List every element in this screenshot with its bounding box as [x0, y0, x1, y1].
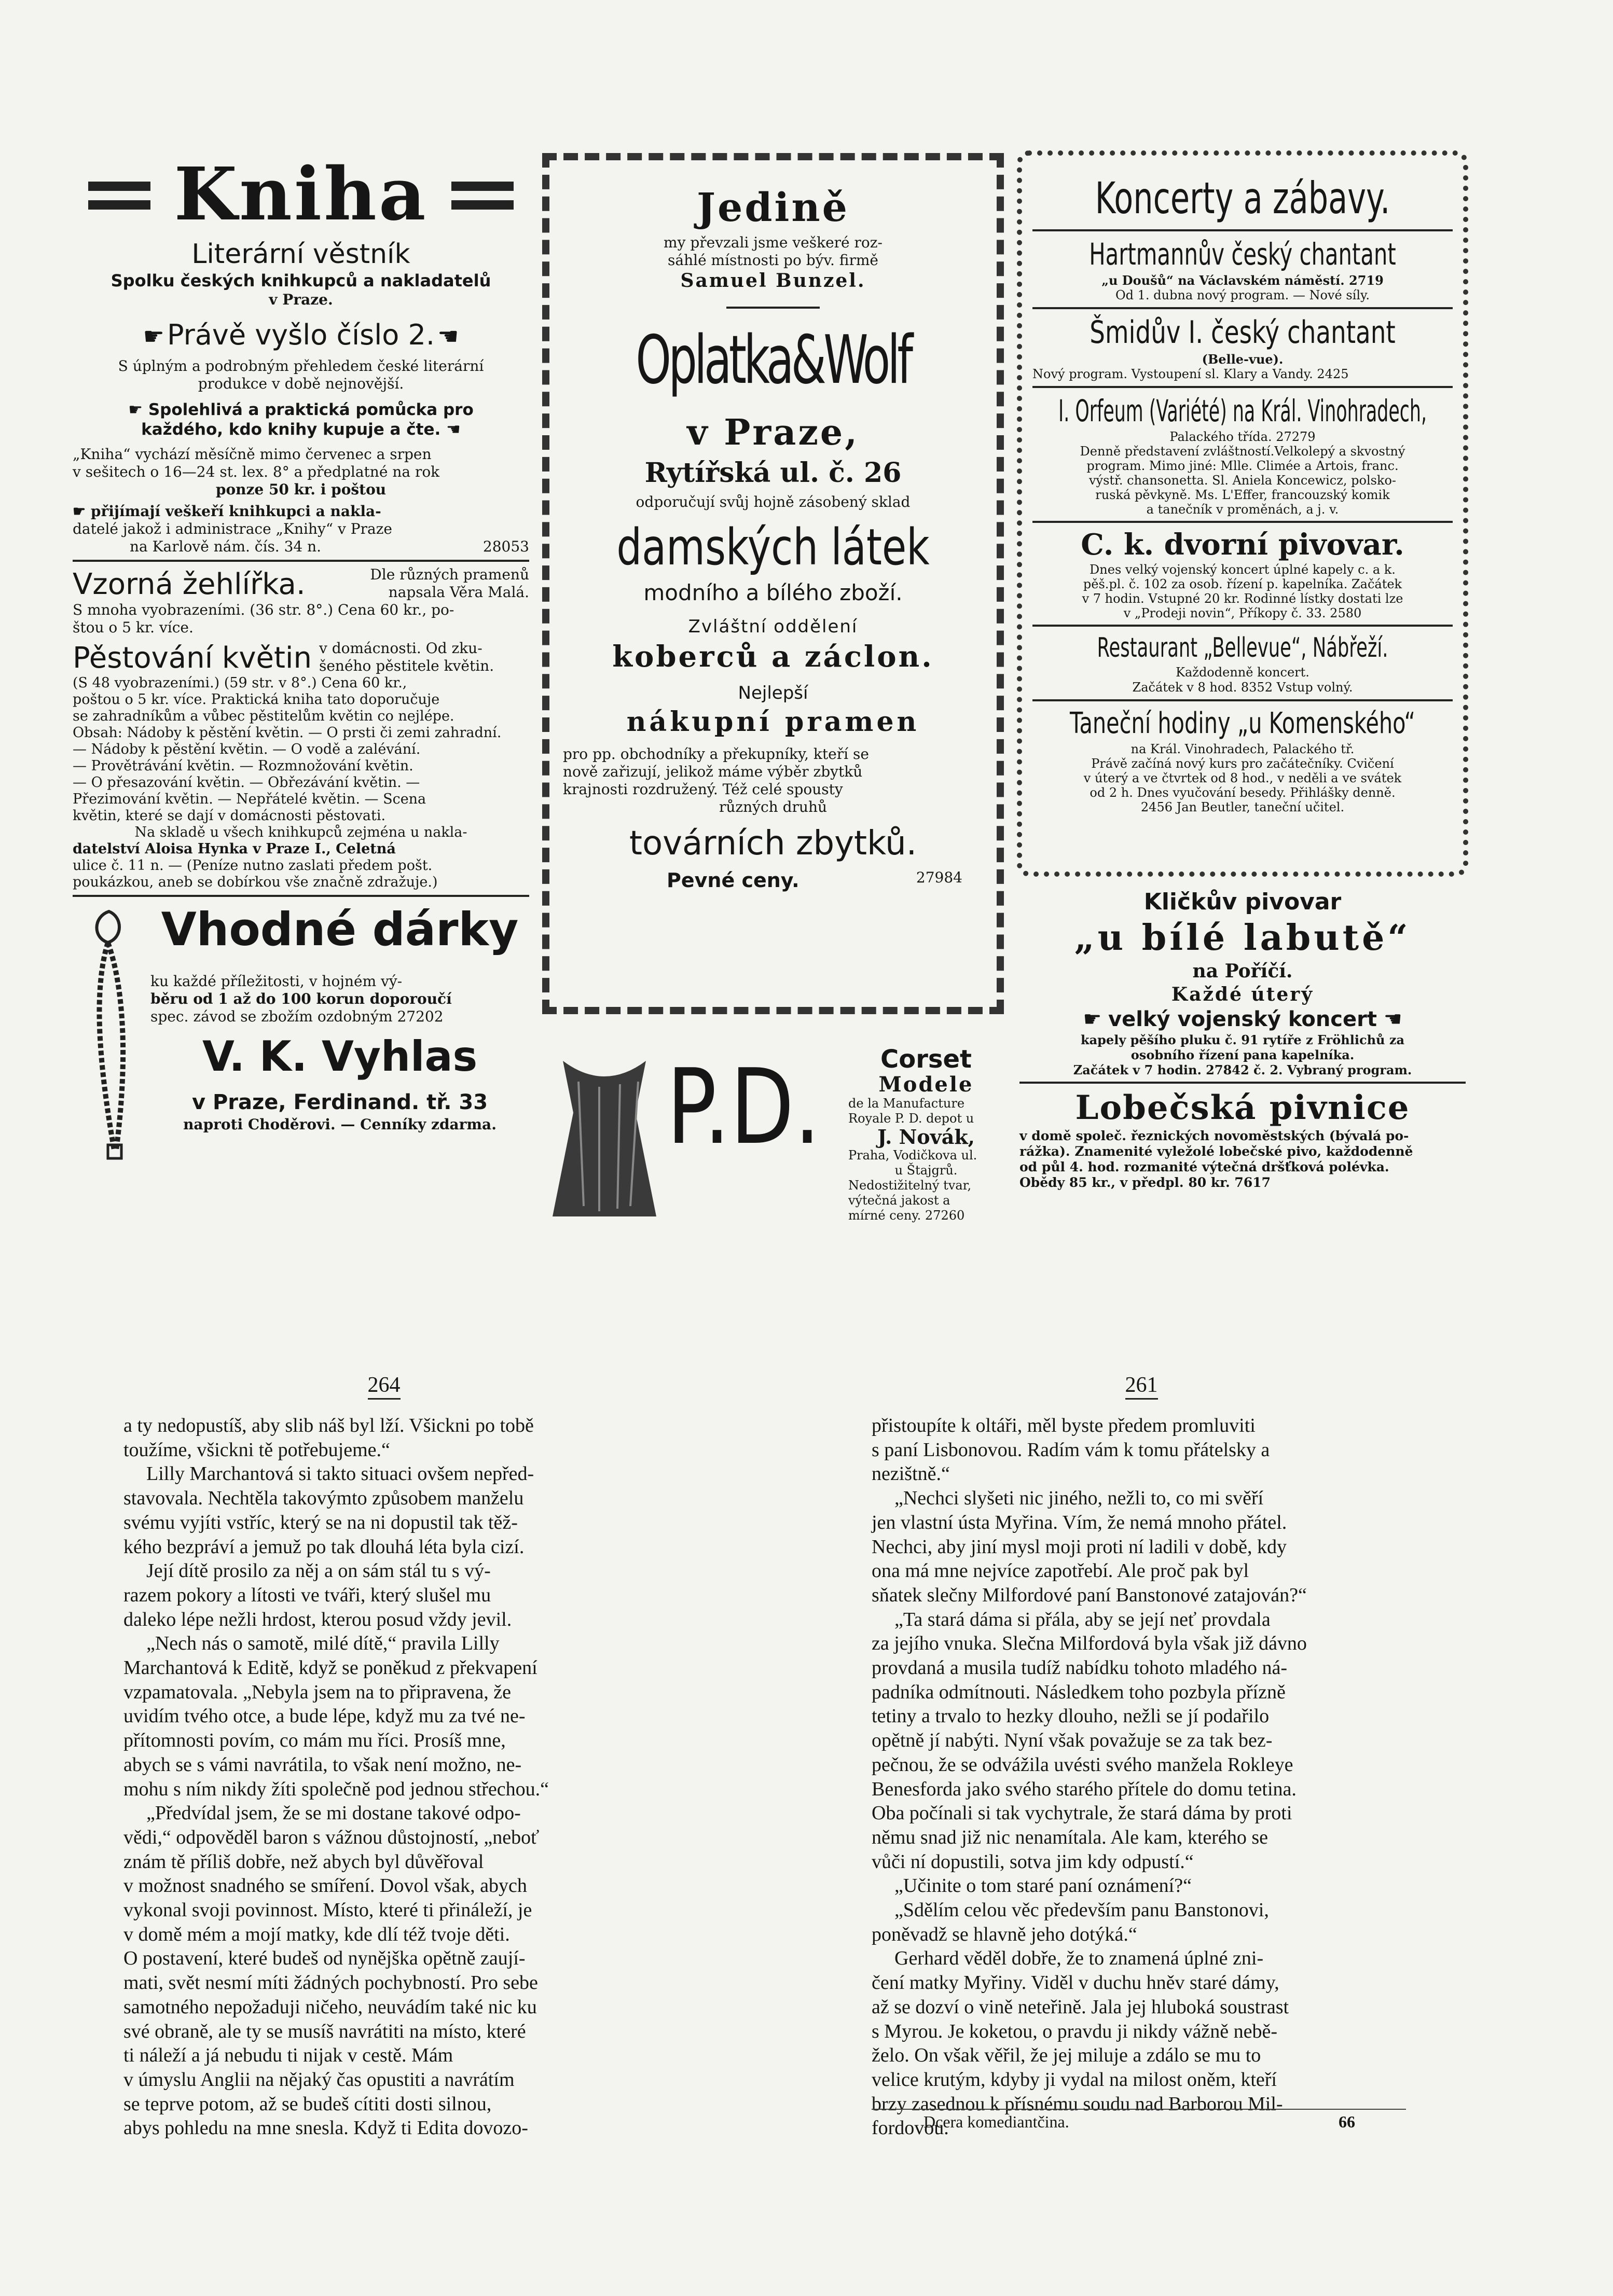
vyhlas-title: V. K. Vyhlas — [202, 1032, 478, 1081]
kniha-title: Kniha — [174, 152, 428, 237]
pestovani-line: v domácnosti. Od zku- — [319, 640, 482, 657]
vestnik-title: Literární věstník — [191, 239, 410, 270]
pestovani-line: — Nádoby k pěstění květin. — O vodě a zalévání. — [73, 741, 421, 757]
smid-line: Nový program. Vystoupení sl. Klary a Vandy. 2425 — [1032, 367, 1349, 381]
kazde-utery: Každé úterý — [1171, 984, 1314, 1005]
story-line: s Myrou. Je koketou, o pravdu ji nikdy vážně nebě- — [872, 2020, 1277, 2042]
story-line: Benesforda jako svého starého přítele do domu tetina. — [872, 1778, 1297, 1800]
story-line: jen vlastní ústa Myřina. Vím, že nemá mnoho přátel. — [872, 1511, 1287, 1533]
lobecska-line: Obědy 85 kr., v předpl. 80 kr. 7617 — [1019, 1175, 1271, 1190]
story-line: kého bezpráví a jemuž po tak dlouhá léta byla cizí. — [123, 1536, 525, 1558]
corset-line: Nedostižitelný tvar, — [848, 1178, 972, 1193]
page-number-left: 264 — [368, 1372, 401, 1400]
story-line: vůči ní dopustili, sotva jim kdy odpustí.“ — [872, 1850, 1194, 1873]
lobecska-line: rážka). Znamenité vyležolé lobečské pivo, každodenně — [1019, 1144, 1413, 1159]
story-line: v úmyslu Anglii na nějaký čas opustiti a navrátím — [123, 2068, 515, 2091]
corset-line: Royale P. D. depot u — [848, 1111, 974, 1126]
story-line: znám tě příliš dobře, než abych byl důvěřoval — [123, 1850, 484, 1873]
pd-letters: P.D. — [667, 1047, 821, 1168]
kniha-line: ponze 50 kr. i poštou — [215, 481, 387, 498]
story-line: vědi,“ odpověděl baron s vážnou důstojností, „neboť — [123, 1826, 540, 1848]
story-line: „Nech nás o samotě, milé dítě,“ pravila Lilly — [146, 1633, 500, 1655]
story-line: Oba počínali si tak vychytrale, že stará dáma by proti — [872, 1802, 1292, 1824]
corset-image — [542, 1050, 667, 1222]
darky-line: naproti Choděrovi. — Cenníky zdarma. — [183, 1116, 497, 1133]
vestnik-city: v Praze. — [269, 291, 333, 308]
story-line: přistoupíte k oltáři, měl byste předem promluviti — [872, 1415, 1256, 1436]
orfeum-line: ruská pěvkyně. Ms. L'Effer, francouzský komik — [1095, 488, 1390, 502]
corset-ad — [542, 1045, 1004, 1224]
prave-vyslo: Právě vyšlo číslo 2. — [167, 319, 435, 351]
orfeum-line: Denně představení zvláštností.Velkolepý a skvostný — [1080, 444, 1405, 459]
footer-line — [872, 2109, 1406, 2110]
zvlastni: Zvláštní oddělení — [688, 616, 858, 637]
bile-labute-title: „u bílé labutě“ — [1074, 917, 1411, 959]
darky-line: spec. závod se zbožím ozdobným 27202 — [150, 1008, 444, 1025]
story-line: abys pohledu na mne snesla. Když ti Edita dovozo- — [123, 2117, 528, 2139]
story-line: němu snad již nic nenamítala. Ale kam, kterého se — [872, 1826, 1268, 1848]
jedine-line: Samuel Bunzel. — [680, 270, 866, 292]
story-line: „Učinite o tom staré paní oznámení?“ — [894, 1875, 1192, 1897]
left-ad-column — [73, 150, 529, 1171]
story-line: opětně jí nabýti. Nyní však považuje se za tak bez- — [872, 1730, 1273, 1752]
story-line: ti náleží a já nebudu ti nijak v cestě. Mám — [123, 2044, 453, 2067]
kniha-line: S úplným a podrobným přehledem české literární — [118, 357, 484, 375]
tanecni-line: 2456 Jan Beutler, taneční učitel. — [1140, 800, 1345, 814]
kniha-line: Spolehlivá a praktická pomůcka pro — [148, 400, 474, 419]
story-line: v domě mém a mojí matky, kde dlí též tvoje děti. — [123, 1923, 510, 1945]
ad-number: 28053 — [482, 538, 529, 555]
story-line: Gerhard věděl dobře, že to znamená úplné zni- — [894, 1947, 1264, 1970]
story-line: své obraně, ale ty se musíš navrátiti na místo, které — [123, 2020, 526, 2042]
hartmann-line: „u Doušů“ na Václavském náměstí. 2719 — [1101, 273, 1384, 288]
kniha-line: každého, kdo knihy kupuje a čte. — [141, 420, 441, 439]
pointing-hand-icon: ☚ — [437, 322, 459, 350]
story-line: Nechci, aby jiní mysl moji proti ní ladili v době, kdy — [872, 1536, 1287, 1558]
pestovani-line: poštou o 5 kr. více. Praktická kniha tato doporučuje — [73, 691, 440, 708]
vzorna-line: Dle různých pramenů — [370, 566, 529, 583]
bellevue-title: Restaurant „Bellevue“, Nábřeží. — [1097, 632, 1388, 663]
story-line: „Předvídal jsem, že se mi dostane takové odpo- — [146, 1802, 521, 1824]
pestovani-line: Přezimování květin. — Nepřátelé květin. — Scena — [73, 791, 426, 807]
novak-title: J. Novák, — [877, 1125, 975, 1149]
ornament-divider — [726, 307, 820, 309]
story-line: fordovou. — [872, 2117, 949, 2139]
modniho: modního a bílého zboží. — [643, 580, 903, 605]
ck-line: Dnes velký vojenský koncert úplné kapely c. a k. — [1090, 562, 1396, 577]
middle-ad-column — [563, 184, 983, 892]
story-line: za jejího vnuka. Slečna Milfordová byla však již dávno — [872, 1633, 1307, 1655]
story-line: velice krutým, kdyby ji vydal na milost oněm, kteří — [872, 2068, 1277, 2091]
story-line: pečnou, že se odvážila uvésti svého manžela Rokleye — [872, 1753, 1293, 1776]
story-line: mati, svět nesmí míti žádných pochybností. Pro sebe — [123, 1972, 538, 1994]
divider — [1032, 521, 1453, 523]
klickuv-line: Začátek v 7 hodin. 27842 č. 2. Vybraný program. — [1073, 1062, 1412, 1077]
watch-chain-image — [78, 906, 145, 1166]
vzorna-line: napsala Věra Malá. — [388, 584, 529, 601]
pointing-hand-icon: ☚ — [440, 420, 461, 439]
corset-line: mírné ceny. 27260 — [848, 1208, 965, 1223]
smid-line: (Belle-vue). — [1202, 352, 1284, 367]
kniha-line: produkce v době nejnovější. — [198, 375, 404, 392]
tanecni-line: v úterý a ve čtvrtek od 8 hod., v neděli a ve svátek — [1083, 771, 1402, 785]
pestovani-line: Obsah: Nádoby k pěstění květin. — O prsti či zemi zahradní. — [73, 725, 502, 741]
vzorna-line: S mnoha vyobrazeními. (36 str. 8°.) Cena 60 kr., po- — [73, 601, 454, 618]
divider — [1019, 1082, 1466, 1084]
story-line: vzpamatovala. „Nebyla jsem na to připravena, že — [123, 1681, 511, 1703]
pestovani-title: Pěstování květin — [73, 641, 312, 675]
story-line: padníka odmítnouti. Následkem toho pozbyla přízně — [872, 1681, 1286, 1703]
darky-line: ku každé příležitosti, v hojném vý- — [150, 973, 403, 990]
lobecska-title: Lobečská pivnice — [1075, 1088, 1410, 1127]
story-line: a ty nedopustíš, aby slib náš byl lží. Všickni po tobě — [123, 1415, 534, 1436]
pestovani-line: Na skladě u všech knihkupců zejména u nakla- — [134, 824, 467, 840]
story-line: poněvadž se hlavně jeho dotýká.“ — [872, 1923, 1137, 1945]
corset-title: Corset — [880, 1045, 972, 1074]
pestovani-line: se zahradníkům a vůbec pěstitelům květin co nejlépe. — [73, 708, 454, 724]
story-line: Lilly Marchantová si takto situaci ovšem nepřed- — [146, 1463, 534, 1485]
story-line: čení matky Myřiny. Viděl v duchu hněv staré dámy, — [872, 1972, 1279, 1994]
vzorna-line: štou o 5 kr. více. — [73, 619, 194, 636]
ck-line: v „Prodeji novin“, Příkopy č. 33. 2580 — [1123, 606, 1362, 620]
story-line: ona má mne nejvíce zapotřebí. Ale proč pak byl — [872, 1560, 1249, 1582]
story-line: mohu s ním nikdy žíti společně pod jednou střechou.“ — [123, 1778, 549, 1800]
pointing-hand-icon: ☚ — [1376, 1007, 1402, 1031]
story-line: až se dozví o vině neteřině. Jala jej hluboká soustrast — [872, 1996, 1289, 2018]
kniha-line: datelé jakož i administrace „Knihy“ v Praze — [73, 520, 392, 537]
tanecni-title: Taneční hodiny „u Komenského“ — [1070, 707, 1415, 740]
kniha-line: na Karlově nám. čís. 34 n. — [130, 538, 322, 555]
story-line: O postavení, které budeš od nynějška opětně zaují- — [123, 1947, 526, 1970]
story-line: daleko lépe nežli hrdost, kterou posud vždy jevil. — [123, 1608, 512, 1630]
hartmann-line: Od 1. dubna nový program. — Nové síly. — [1115, 288, 1370, 302]
kniha-line: přijímají veškeří knihkupci a nakla- — [90, 503, 381, 520]
kniha-line: „Kniha“ vychází měsíčně mimo červenec a srpen — [73, 446, 432, 463]
ck-line: pěš.pl. č. 102 za osob. řízení p. kapelníka. Začátek — [1083, 577, 1402, 591]
story-line: tetiny a trvalo to hezky dlouho, nežli se jí podařilo — [872, 1705, 1270, 1727]
kniha-line: v sešitech o 16—24 st. lex. 8° a předplatné na rok — [73, 463, 440, 480]
rytirska: Rytířská ul. č. 26 — [644, 457, 902, 489]
klickuv-ad — [1019, 888, 1466, 1191]
vhodne-darky-title: Vhodné dárky — [161, 903, 519, 956]
story-line: brzy zasednou k přísnému soudu nad Barborou Mil- — [872, 2093, 1283, 2115]
oplatka-line: odporučují svůj hojně zásobený sklad — [636, 493, 911, 510]
story-line: Marchantová k Editě, když se poněkud z překvapení — [123, 1657, 537, 1679]
divider — [1032, 699, 1453, 701]
nakupni-line: pro pp. obchodníky a překupníky, kteří se — [563, 745, 869, 763]
darky-line: běru od 1 až do 100 korun doporoučí — [150, 990, 452, 1007]
story-line: „Nechci slyšeti nic jiného, nežli to, co mi svěří — [894, 1487, 1264, 1510]
story-line: abych se s vámi navrátila, to však není možno, ne- — [123, 1753, 522, 1776]
pevne-ceny: Pevné ceny. — [667, 869, 799, 892]
vestnik-subtitle: Spolku českých knihkupců a nakladatelů — [111, 271, 491, 291]
corset-line: de la Manufacture — [848, 1096, 965, 1111]
story-line: nezištně.“ — [872, 1463, 950, 1485]
nakupni-line: různých druhů — [719, 798, 828, 815]
klickuv-title: Kličkův pivovar — [1143, 889, 1342, 915]
story-line: sňatek slečny Milfordové paní Banstonové zatajován?“ — [872, 1584, 1307, 1606]
koncerty-title: Koncerty a zábavy. — [1095, 173, 1390, 224]
story-line: Její dítě prosilo za něj a on sám stál tu s vý- — [146, 1560, 491, 1582]
story-right-column — [872, 1414, 1406, 2140]
story-line: razem pokory a lítosti ve tváři, který slušel mu — [123, 1584, 491, 1606]
tovarnich-zbytku: továrních zbytků. — [629, 824, 917, 863]
story-line: vykonal svoji povinnost. Místo, které ti přináleží, je — [123, 1899, 532, 1921]
bellevue-line: Začátek v 8 hod. 8352 Vstup volný. — [1132, 680, 1353, 695]
right-ad-column — [1032, 171, 1453, 814]
story-line: želo. On však věřil, že jej miluje a zdálo se mu to — [872, 2044, 1261, 2067]
story-line: svému vyjíti vstříc, který se na ni dopustil tak těž- — [123, 1511, 518, 1533]
story-line: toužíme, všickni tě potřebujeme.“ — [123, 1439, 390, 1461]
story-line: stavovala. Nechtěla takovýmto způsobem manželu — [123, 1487, 524, 1510]
story-line: „Ta stará dáma si přála, aby se její neť provdala — [894, 1608, 1271, 1630]
story-line: provdaná a musila tudíž nabídku tohoto mladého ná- — [872, 1657, 1287, 1679]
modele-title: Modele — [878, 1072, 974, 1097]
page-number-right: 261 — [1125, 1372, 1158, 1400]
tanecni-line: Právě začíná nový kurs pro začátečníky. Cvičení — [1091, 756, 1394, 771]
pestovani-line: šeného pěstitele květin. — [319, 657, 494, 674]
oplatka-wolf-title: Oplatka&Wolf — [636, 322, 911, 399]
damskych-latek: damských látek — [616, 518, 930, 576]
orfeum-line: program. Mimo jiné: Mlle. Climée a Artois, franc. — [1086, 459, 1399, 473]
nakupni-line: nově zařizují, jelikož máme výběr zbytků — [563, 763, 863, 780]
velky-koncert: velký vojenský koncert — [1108, 1007, 1377, 1031]
hartmann-title: Hartmannův český chantant — [1089, 237, 1396, 272]
corset-line: Praha, Vodičkova ul. — [848, 1148, 977, 1163]
lobecska-line: v domě společ. řeznických novoměstských (bývalá po- — [1019, 1128, 1409, 1143]
pestovani-line: datelství Aloisa Hynka v Praze I., Celetná — [73, 841, 396, 857]
kobercu: koberců a záclon. — [612, 640, 934, 674]
jedine-title: Jedině — [697, 184, 849, 230]
lobecska-line: od půl 4. hod. rozmanité výtečná dršťková polévka. — [1019, 1159, 1389, 1174]
orfeum-title: I. Orfeum (Variété) na Král. Vinohradech, — [1058, 393, 1427, 428]
vzorna-title: Vzorná žehlířka. — [73, 568, 306, 601]
orfeum-line: a tanečník v proměnách, a j. v. — [1146, 502, 1339, 517]
klickuv-line: kapely pěšího pluku č. 91 rytíře z Fröhlichů za — [1080, 1032, 1405, 1047]
corset-line: u Štajgrů. — [894, 1163, 958, 1178]
orfeum-line: výstř. chansonetta. Sl. Aniela Koncewicz, polsko- — [1088, 473, 1397, 488]
tanecni-line: od 2 h. Dnes vyučování besedy. Přihlášky denně. — [1090, 785, 1396, 800]
klickuv-line: osobního řízení pana kapelníka. — [1131, 1047, 1355, 1062]
pestovani-line: květin, které se dají v domácnosti pěstovati. — [73, 808, 386, 824]
story-line: přítomnosti povím, co mám mu říci. Prosíš mne, — [123, 1730, 506, 1752]
story-line: uvidím tvého otce, a bude lépe, když mu za tvé ne- — [123, 1705, 526, 1727]
pestovani-line: — Provětrávání květin. — Rozmnožování květin. — [73, 758, 413, 774]
nejlepsi: Nejlepší — [738, 683, 808, 703]
v-praze: v Praze, — [687, 412, 859, 453]
orfeum-line: Palackého třída. 27279 — [1169, 430, 1316, 444]
divider — [73, 560, 529, 562]
darky-line: v Praze, Ferdinand. tř. 33 — [191, 1090, 488, 1114]
ck-line: v 7 hodin. Vstupné 20 kr. Rodinné lístky dostati lze — [1082, 591, 1403, 606]
ck-pivovar-title: C. k. dvorní pivovar. — [1081, 528, 1404, 562]
divider — [1032, 307, 1453, 309]
jedine-line: my převzali jsme veškeré roz- — [664, 234, 883, 251]
tanecni-line: na Král. Vinohradech, Palackého tř. — [1131, 742, 1355, 756]
footer-title: Dcera komediantčina. — [923, 2112, 1069, 2131]
smid-title: Šmidův I. český chantant — [1090, 314, 1396, 351]
kniha-header — [73, 150, 529, 241]
story-left-column — [123, 1414, 658, 2140]
pointing-hand-icon: ☛ — [1083, 1007, 1109, 1031]
story-line: v možnost snadného se smíření. Dovol však, abych — [123, 1875, 527, 1897]
footer-number: 66 — [1339, 2112, 1355, 2131]
divider — [1032, 229, 1453, 231]
jedine-line: sáhlé místnosti po býv. firmě — [668, 252, 878, 269]
story-line: se teprve potom, až se budeš cítiti dosti silnou, — [123, 2093, 492, 2115]
pestovani-line: — O přesazování květin. — Obřezávání květin. — — [73, 774, 420, 791]
divider — [1032, 386, 1453, 388]
nakupni-line: krajnosti rozdružený. Též celé spousty — [563, 781, 843, 798]
story-line: samotného nepožaduji ničeho, neuvádím také nic ku — [123, 1996, 537, 2018]
divider — [73, 895, 529, 897]
story-line: s paní Lisbonovou. Radím vám k tomu přátelsky a — [872, 1439, 1270, 1461]
nakupni-pramen: nákupní pramen — [626, 706, 920, 738]
pestovani-line: ulice č. 11 n. — (Peníze nutno zaslati předem pošt. — [73, 857, 433, 874]
pointing-hand-icon: ☛ — [73, 503, 91, 520]
pointing-hand-icon: ☛ — [143, 322, 164, 350]
corset-line: výtečná jakost a — [848, 1193, 950, 1208]
pointing-hand-icon: ☛ — [128, 400, 148, 419]
story-line: „Sdělím celou věc především panu Banstonovi, — [894, 1899, 1269, 1921]
bellevue-line: Každodenně koncert. — [1176, 665, 1309, 680]
pestovani-line: (S 48 vyobrazeními.) (59 str. v 8°.) Cena 60 kr., — [73, 675, 407, 691]
na-porici: na Poříčí. — [1192, 960, 1293, 982]
divider — [1032, 625, 1453, 627]
ad-number: 27984 — [916, 869, 962, 886]
pestovani-line: poukázkou, aneb se dobírkou vše značně zdražuje.) — [73, 874, 438, 890]
